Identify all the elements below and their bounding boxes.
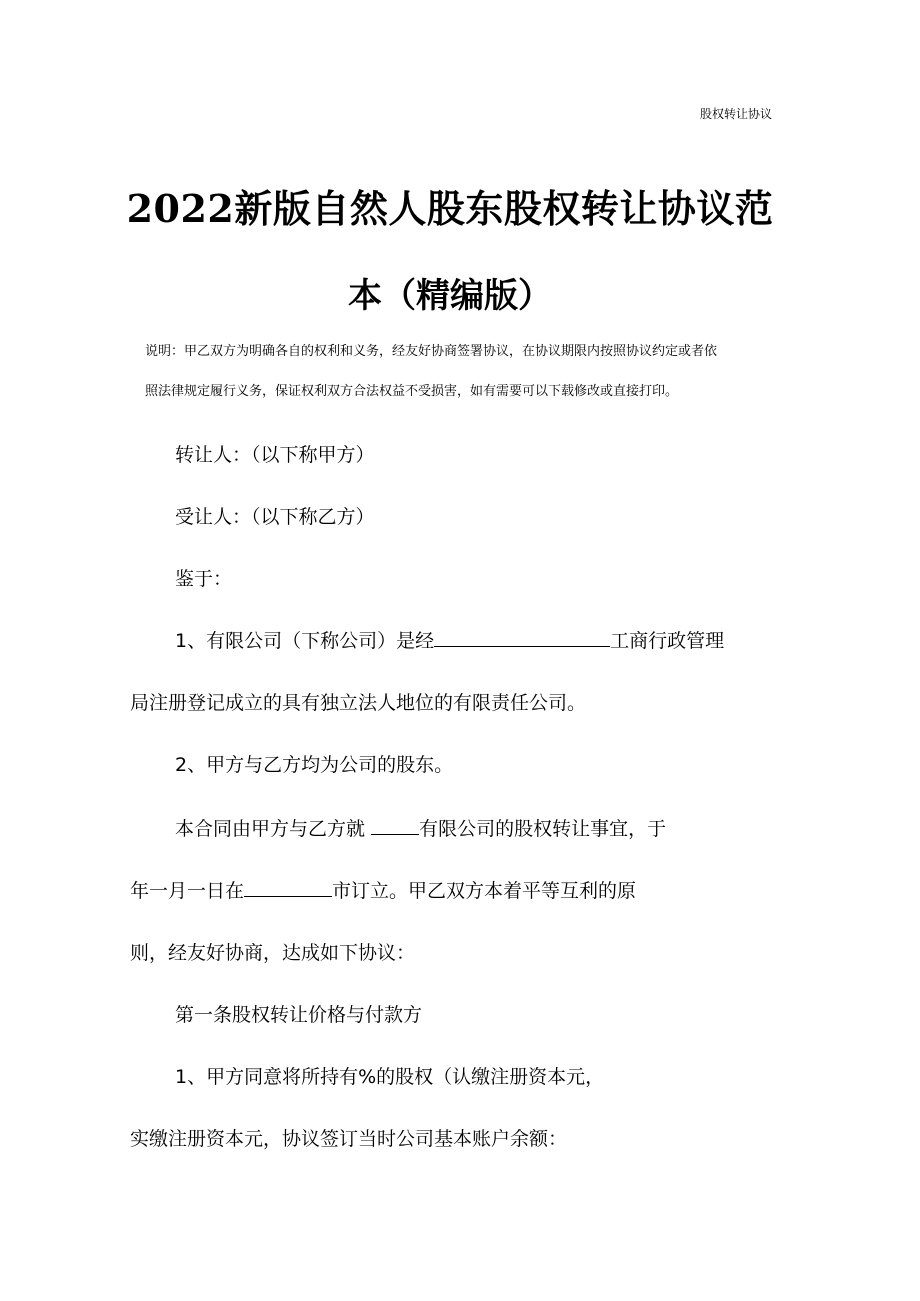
title-line-1-text: 新版自然人股东股权转让协议范 <box>234 187 774 231</box>
contract-text-a: 本合同由甲方与乙方就 <box>175 818 366 840</box>
transferor-line: 转让人：（以下称甲方） <box>175 444 375 466</box>
blank-city-field[interactable] <box>244 878 332 897</box>
contract-text-c: 年一月一日在 <box>130 880 245 902</box>
contract-line-1 <box>175 814 666 841</box>
article-1-item-1: 1、甲方同意将所持有%的股权（认缴注册资本元， <box>175 1066 605 1088</box>
whereas-item-1 <box>175 626 724 653</box>
document-title-line-2: 本（精编版） <box>348 276 552 316</box>
blank-company-field[interactable] <box>371 816 419 835</box>
running-header: 股权转让协议 <box>700 107 773 121</box>
whereas-heading: 鉴于： <box>175 568 233 590</box>
article-1-title: 第一条股权转让价格与付款方 <box>175 1004 423 1026</box>
blank-authority-field[interactable] <box>434 628 610 647</box>
whereas-item-2: 2、甲方与乙方均为公司的股东。 <box>175 754 454 776</box>
note-line-1: 说明：甲乙双方为明确各自的权利和义务，经友好协商签署协议，在协议期限内按照协议约定或者依 <box>145 344 718 359</box>
whereas-item-1-continued: 局注册登记成立的具有独立法人地位的有限责任公司。 <box>130 692 587 714</box>
contract-text-d: 市订立。甲乙双方本着平等互利的原 <box>332 880 637 902</box>
title-year: 2022 <box>126 186 235 231</box>
contract-line-2 <box>130 876 636 903</box>
document-title-line-1 <box>0 178 900 233</box>
whereas-item-1-text-a: 1、有限公司（下称公司）是经 <box>175 630 435 652</box>
transferee-line: 受让人：（以下称乙方） <box>175 506 375 528</box>
contract-line-3: 则，经友好协商，达成如下协议： <box>130 942 416 964</box>
article-1-item-1-continued: 实缴注册资本元，协议签订当时公司基本账户余额： <box>130 1128 568 1150</box>
note-line-2: 照法律规定履行义务，保证权利双方合法权益不受损害，如有需要可以下载修改或直接打印。 <box>145 384 679 399</box>
contract-text-b: 有限公司的股权转让事宜，于 <box>419 818 667 840</box>
whereas-item-1-text-b: 工商行政管理 <box>610 630 725 652</box>
